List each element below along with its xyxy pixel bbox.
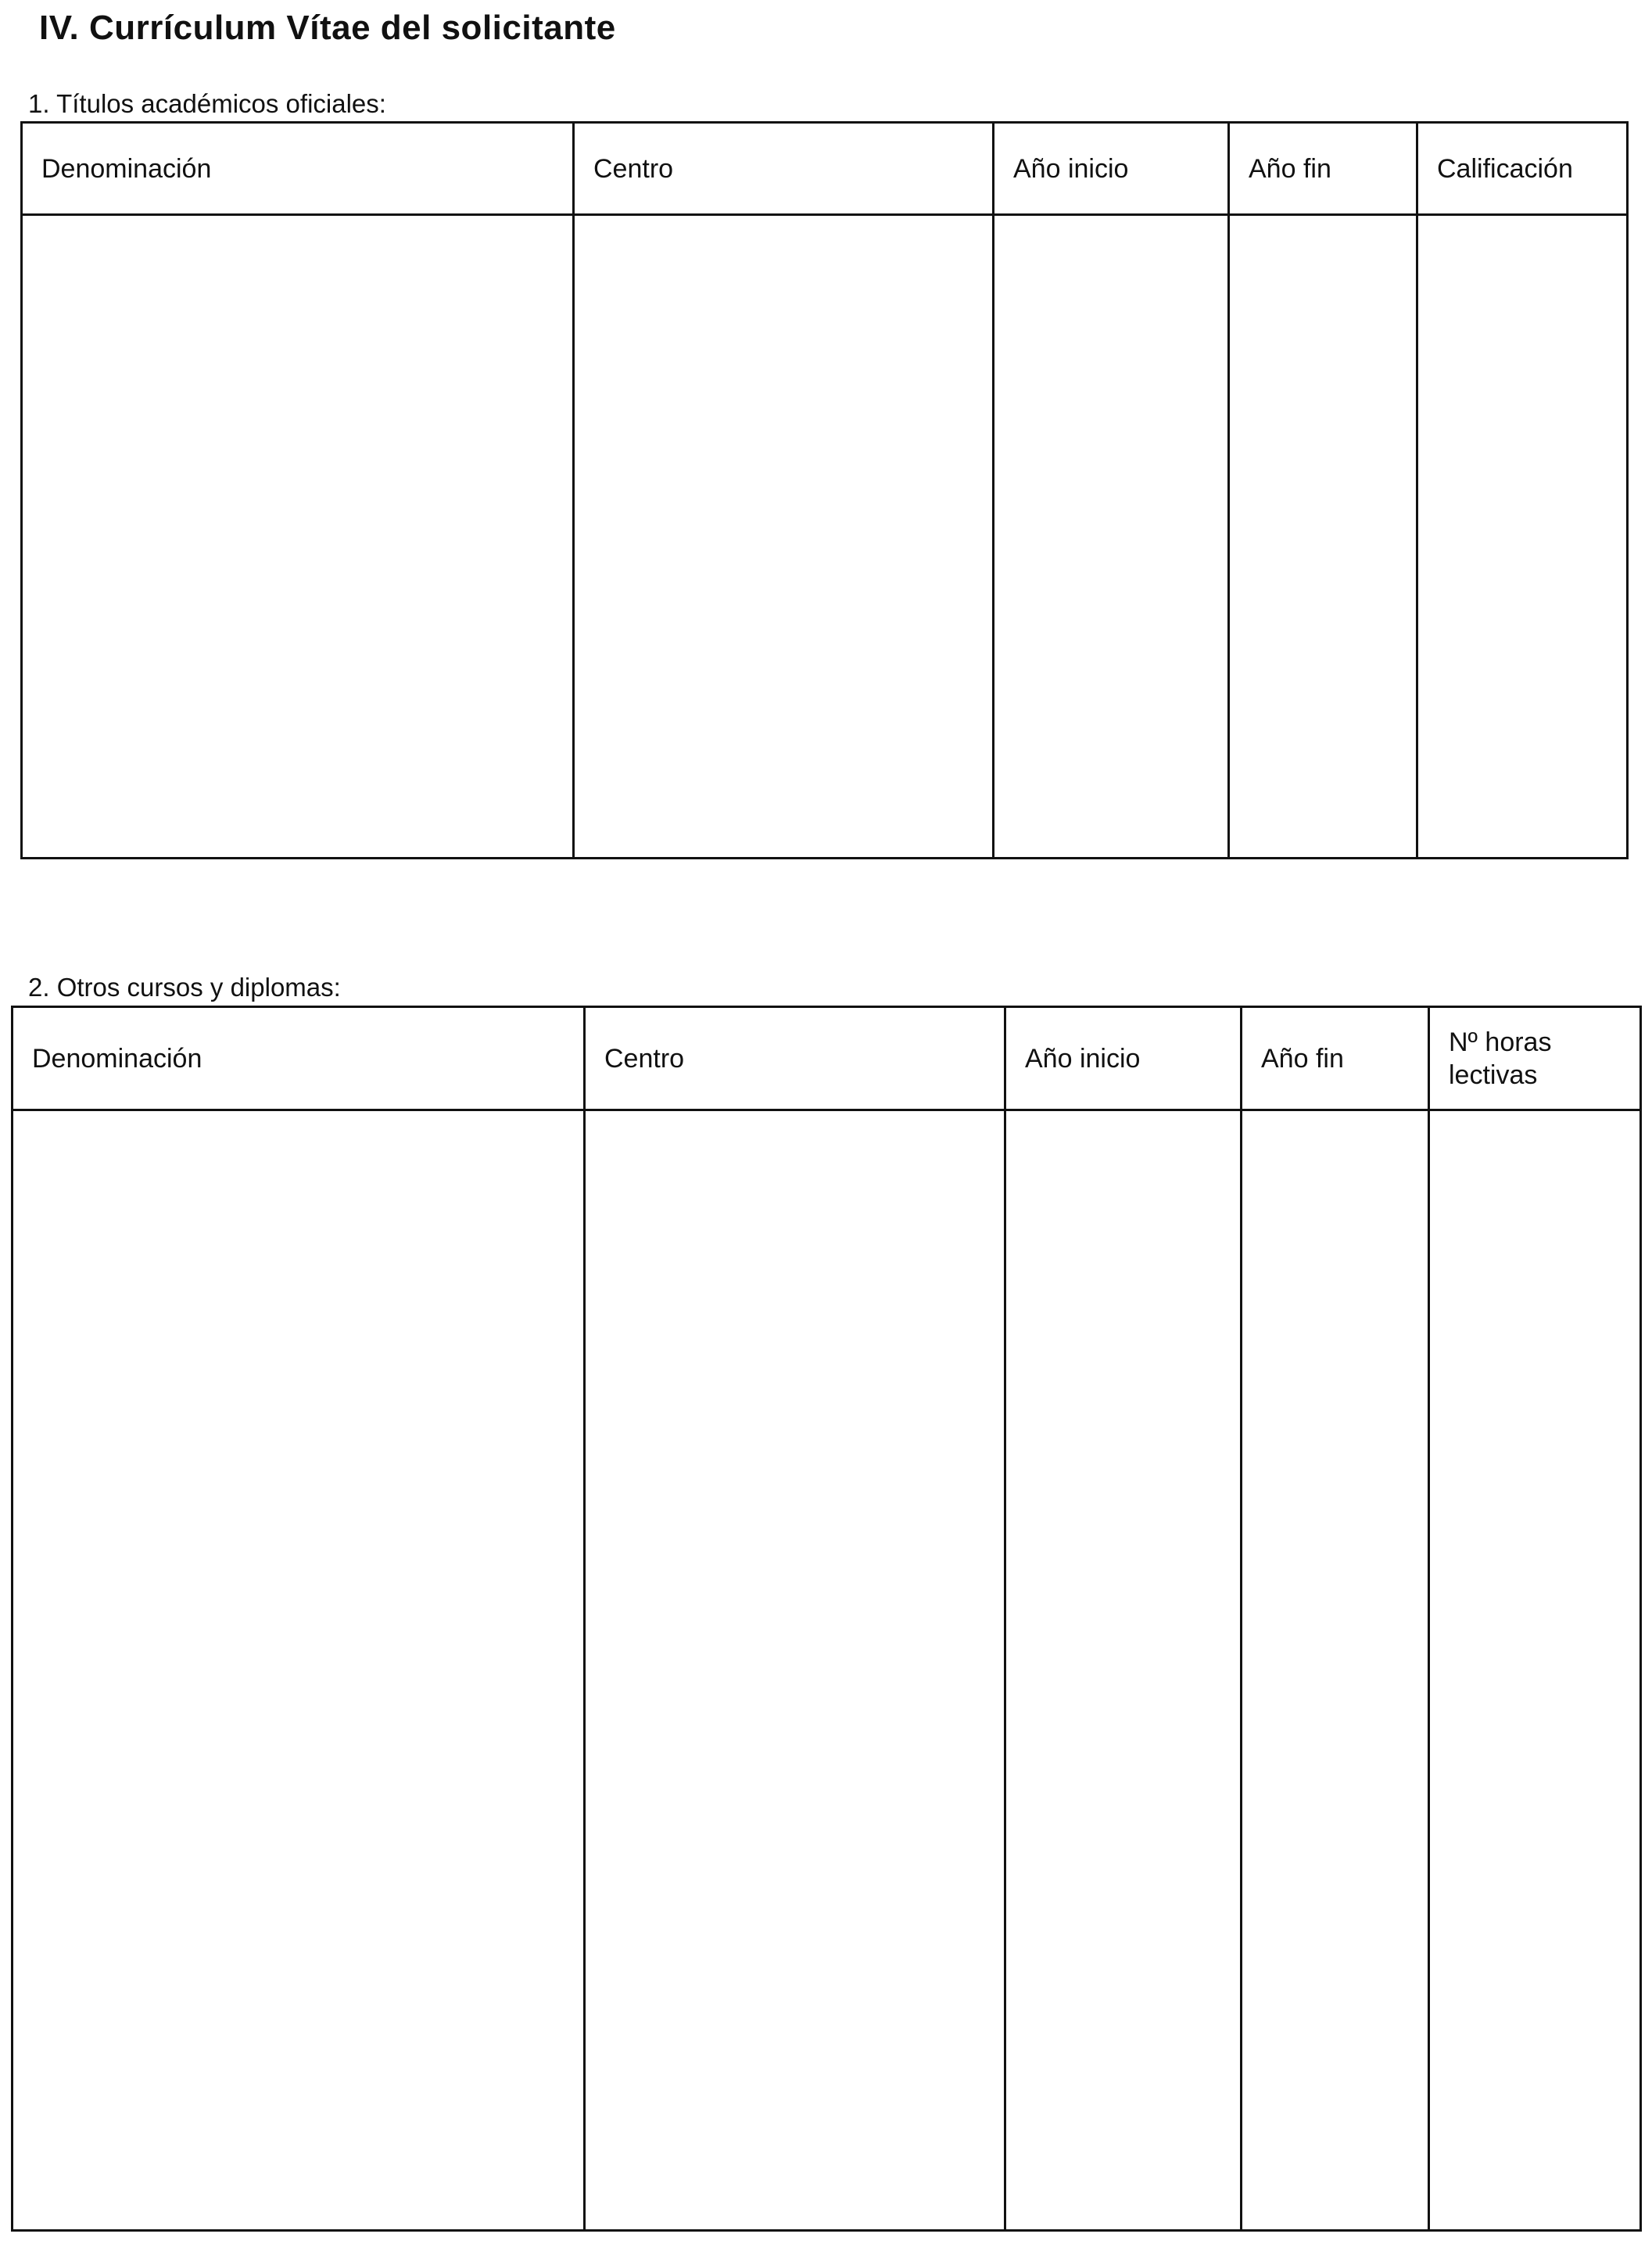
academic-titles-table bbox=[20, 121, 1629, 859]
denominacion-entry-cell[interactable] bbox=[13, 1110, 585, 2231]
column-header-ano-inicio: Año inicio bbox=[1005, 1007, 1242, 1110]
table-header-row bbox=[22, 123, 1628, 215]
ano-inicio-entry-cell[interactable] bbox=[1005, 1110, 1242, 2231]
column-header-denominacion: Denominación bbox=[13, 1007, 585, 1110]
centro-entry-cell[interactable] bbox=[574, 215, 994, 859]
column-header-horas-lectivas: Nº horas lectivas bbox=[1429, 1007, 1641, 1110]
ano-fin-entry-cell[interactable] bbox=[1229, 215, 1417, 859]
calificacion-entry-cell[interactable] bbox=[1417, 215, 1628, 859]
ano-inicio-entry-cell[interactable] bbox=[994, 215, 1229, 859]
column-header-ano-inicio: Año inicio bbox=[994, 123, 1229, 215]
other-courses-table bbox=[11, 1006, 1642, 2232]
column-header-centro: Centro bbox=[574, 123, 994, 215]
horas-lectivas-entry-cell[interactable] bbox=[1429, 1110, 1641, 2231]
column-header-ano-fin: Año fin bbox=[1229, 123, 1417, 215]
section-1-label: 1. Títulos académicos oficiales: bbox=[28, 89, 386, 118]
column-header-denominacion: Denominación bbox=[22, 123, 574, 215]
table-header-row bbox=[13, 1007, 1641, 1110]
section-2-label: 2. Otros cursos y diplomas: bbox=[28, 973, 341, 1002]
table-row bbox=[13, 1110, 1641, 2231]
column-header-ano-fin: Año fin bbox=[1242, 1007, 1429, 1110]
centro-entry-cell[interactable] bbox=[585, 1110, 1005, 2231]
table-row bbox=[22, 215, 1628, 859]
ano-fin-entry-cell[interactable] bbox=[1242, 1110, 1429, 2231]
column-header-calificacion: Calificación bbox=[1417, 123, 1628, 215]
column-header-centro: Centro bbox=[585, 1007, 1005, 1110]
denominacion-entry-cell[interactable] bbox=[22, 215, 574, 859]
page-title: IV. Currículum Vítae del solicitante bbox=[39, 9, 616, 47]
